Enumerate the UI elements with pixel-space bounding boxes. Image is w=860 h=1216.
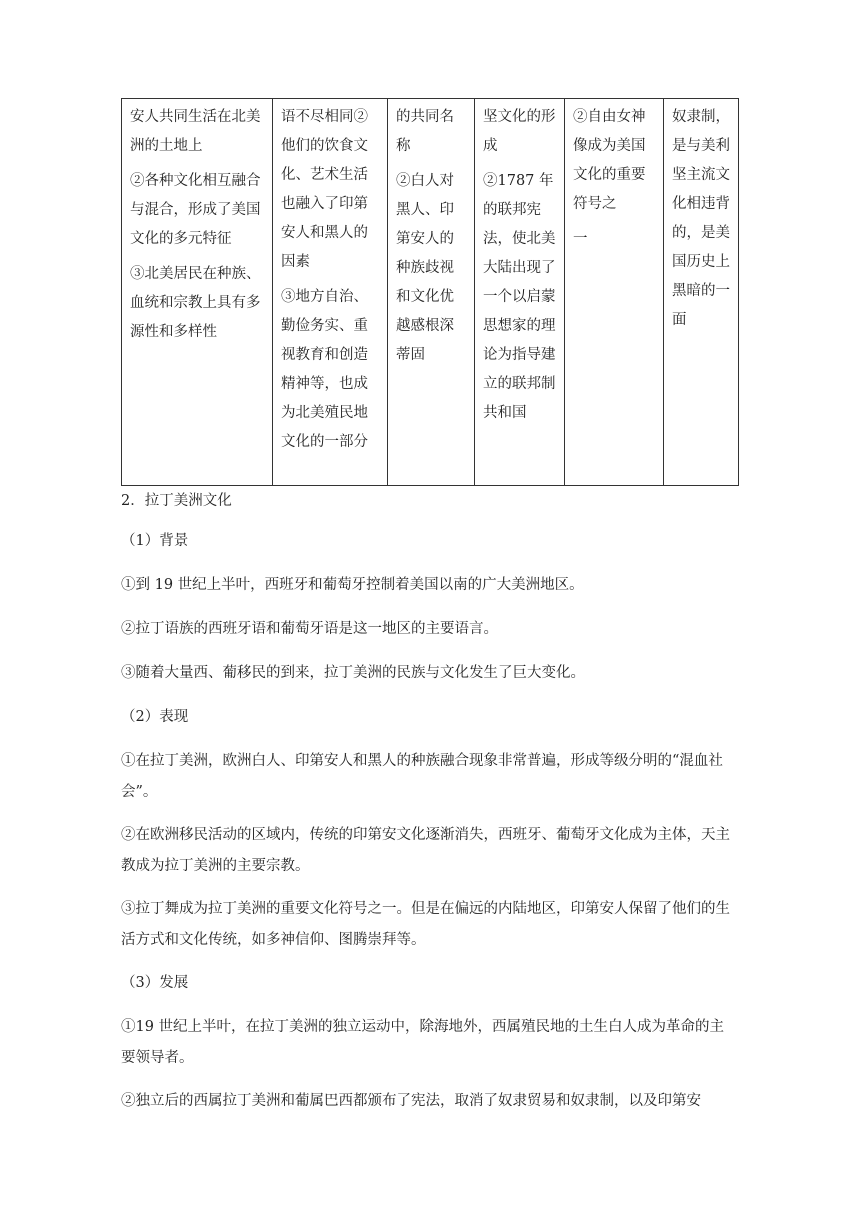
subheading-development: （3）发展 bbox=[121, 975, 189, 991]
section-heading: 2．拉丁美洲文化 bbox=[121, 493, 232, 509]
paragraph: ①19 世纪上半叶，在拉丁美洲的独立运动中，除海地外，西属殖民地的土生白人成为革命的主要领导者。 bbox=[121, 1019, 725, 1066]
paragraph: ②独立后的西属拉丁美洲和葡属巴西都颁布了宪法，取消了奴隶贸易和奴隶制，以及印第安 bbox=[121, 1093, 701, 1109]
paragraph: ②拉丁语族的西班牙语和葡萄牙语是这一地区的主要语言。 bbox=[121, 621, 498, 637]
table-cell-col5 bbox=[565, 99, 664, 486]
paragraph: ①到 19 世纪上半叶，西班牙和葡萄牙控制着美国以南的广大美洲地区。 bbox=[121, 577, 584, 593]
table-cell-col4 bbox=[475, 99, 565, 486]
table-cell-col2 bbox=[273, 99, 388, 486]
subheading-background: （1）背景 bbox=[121, 533, 189, 549]
cell-paragraph: 安人共同生活在北美洲的土地上 bbox=[130, 109, 261, 154]
cell-paragraph: ③地方自治、勤俭务实、重视教育和创造精神等，也成为北美殖民地文化的一部分 bbox=[281, 289, 368, 450]
cell-paragraph: 坚文化的形成 bbox=[483, 109, 556, 154]
paragraph: ①在拉丁美洲，欧洲白人、印第安人和黑人的种族融合现象非常普遍，形成等级分明的“混血社会”。 bbox=[121, 753, 723, 800]
cell-paragraph: ②自由女神像成为美国文化的重要符号之 bbox=[573, 109, 646, 212]
paragraph: ②在欧洲移民活动的区域内，传统的印第安文化逐渐消失，西班牙、葡萄牙文化成为主体，天主教成为拉丁美洲的主要宗教。 bbox=[121, 827, 730, 874]
table-cell-col1 bbox=[122, 99, 273, 486]
table-cell-col3 bbox=[388, 99, 475, 486]
table-row bbox=[122, 99, 739, 486]
paragraph: ③拉丁舞成为拉丁美洲的重要文化符号之一。但是在偏远的内陆地区，印第安人保留了他们的生活方式和文化传统，如多神信仰、图腾崇拜等。 bbox=[121, 901, 730, 948]
cell-paragraph: 的共同名称 bbox=[396, 109, 454, 154]
cell-paragraph: 一 bbox=[573, 231, 588, 247]
cell-paragraph: ②各种文化相互融合与混合，形成了美国文化的多元特征 bbox=[130, 173, 261, 247]
continued-table bbox=[121, 98, 739, 486]
cell-paragraph: ②白人对黑人、印第安人的种族歧视和文化优越感根深蒂固 bbox=[396, 173, 454, 363]
table-cell-col6 bbox=[664, 99, 739, 486]
subheading-expression: （2）表现 bbox=[121, 709, 189, 725]
cell-paragraph: ②1787 年的联邦宪法，使北美大陆出现了一个以启蒙思想家的理论为指导建立的联邦制共和国 bbox=[483, 173, 556, 421]
cell-paragraph: 奴隶制，是与美利坚主流文化相违背的，是美国历史上黑暗的一面 bbox=[672, 109, 730, 328]
cell-paragraph: ③北美居民在种族、血统和宗教上具有多源性和多样性 bbox=[130, 266, 261, 340]
paragraph: ③随着大量西、葡移民的到来，拉丁美洲的民族与文化发生了巨大变化。 bbox=[121, 665, 585, 681]
cell-paragraph: 语不尽相同②他们的饮食文化、艺术生活也融入了印第安人和黑人的因素 bbox=[281, 109, 368, 270]
